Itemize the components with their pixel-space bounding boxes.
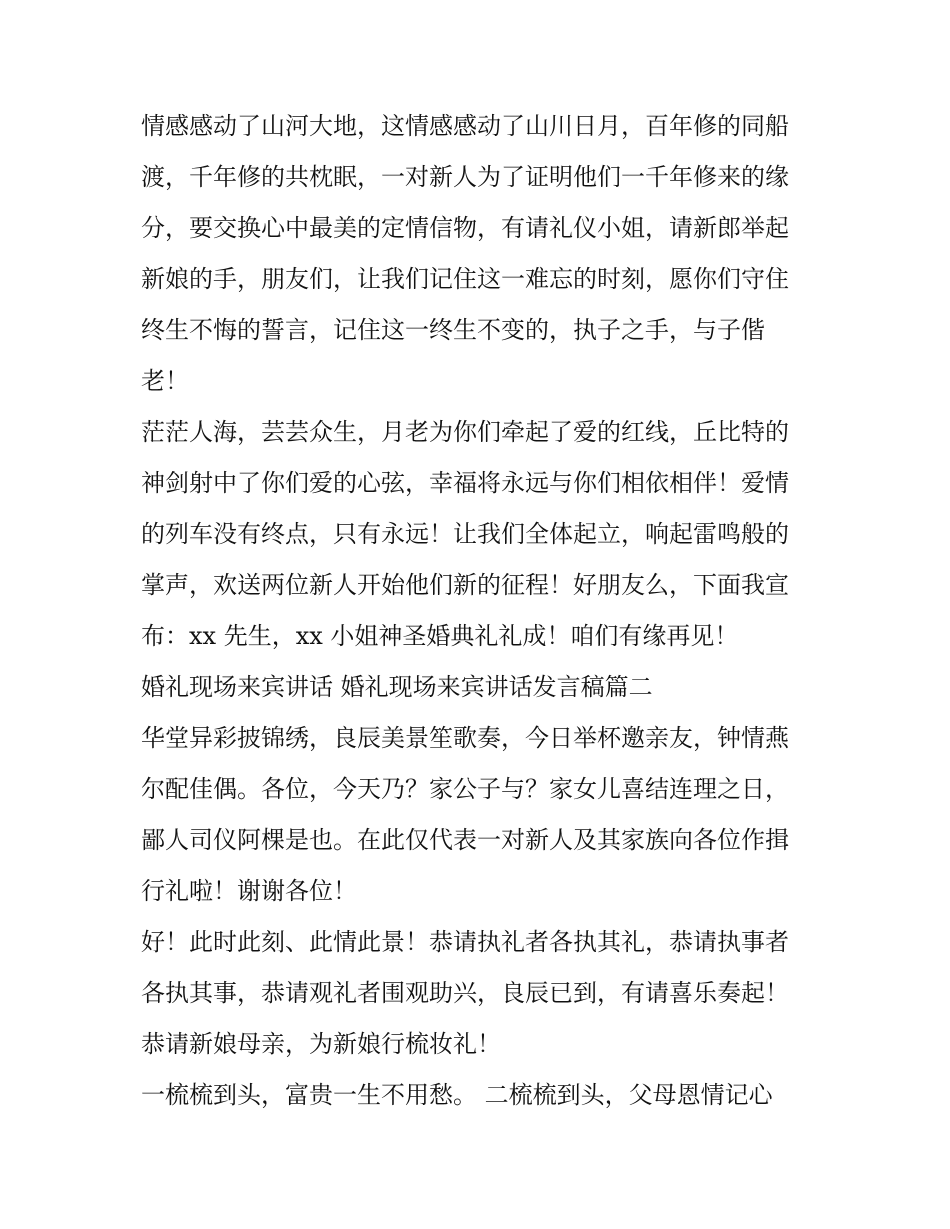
text-line: 尔配佳偶。各位，今天乃？家公子与？家女儿喜结连理之日， [141,775,789,803]
text-line: 渡，千年修的共枕眠，一对新人为了证明他们一千年修来的缘 [141,163,789,191]
text-line: 掌声，欢送两位新人开始他们新的征程！好朋友么，下面我宣 [141,571,789,599]
text-line: 一梳梳到头，富贵一生不用愁。 二梳梳到头，父母恩情记心 [141,1081,773,1109]
text-line: 行礼啦！谢谢各位！ [141,877,357,905]
text-line: 神剑射中了你们爱的心弦，幸福将永远与你们相依相伴！爱情 [141,469,789,497]
section-heading: 婚礼现场来宾讲话 婚礼现场来宾讲话发言稿篇二 [141,673,653,701]
text-line: 老！ [141,367,189,395]
text-line: 新娘的手，朋友们，让我们记住这一难忘的时刻，愿你们守住 [141,265,789,293]
text-line: 鄙人司仪阿棵是也。在此仅代表一对新人及其家族向各位作揖 [141,826,789,854]
document-body [141,101,821,1121]
text-line: 各执其事，恭请观礼者围观助兴，良辰已到，有请喜乐奏起！ [141,979,789,1007]
text-line: 的列车没有终点，只有永远！让我们全体起立，响起雷鸣般的 [141,520,789,548]
text-line: 好！此时此刻、此情此景！恭请执礼者各执其礼，恭请执事者 [141,928,789,956]
text-line: 茫茫人海，芸芸众生，月老为你们牵起了爱的红线，丘比特的 [141,418,789,446]
text-line: 恭请新娘母亲，为新娘行梳妆礼！ [141,1030,501,1058]
text-line: 布：xx 先生，xx 小姐神圣婚典礼礼成！咱们有缘再见！ [141,622,739,650]
text-line: 终生不悔的誓言，记住这一终生不变的，执子之手，与子偕 [141,316,765,344]
text-line: 华堂异彩披锦绣，良辰美景笙歌奏，今日举杯邀亲友，钟情燕 [141,724,789,752]
text-line: 情感感动了山河大地，这情感感动了山川日月，百年修的同船 [141,112,789,140]
text-line: 分，要交换心中最美的定情信物，有请礼仪小姐，请新郎举起 [141,214,789,242]
